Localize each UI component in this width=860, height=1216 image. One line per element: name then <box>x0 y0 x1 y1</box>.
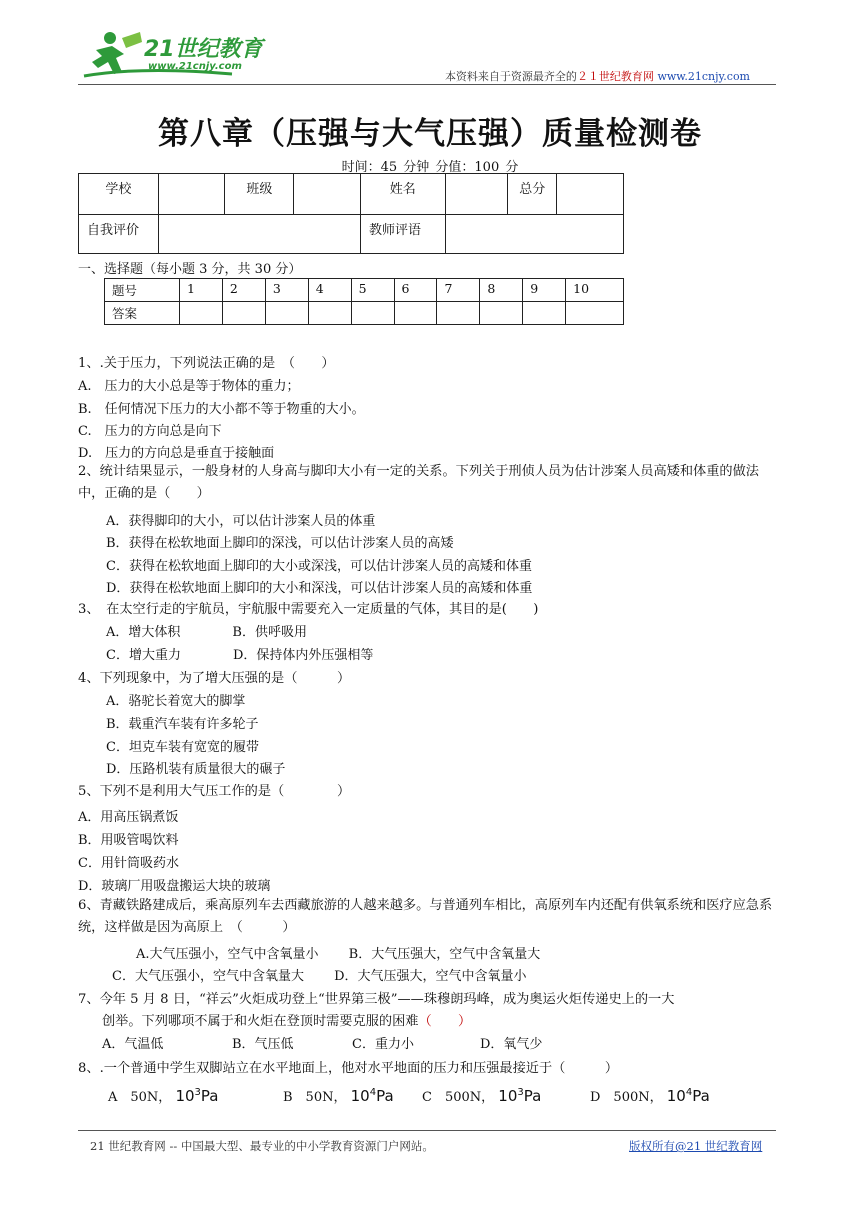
q3-options-ab: A．增大体积 B．供呼吸用 <box>106 625 307 640</box>
q7-stem-line1: 7、今年 5 月 8 日，“祥云”火炬成功登上“世界第三极”——珠穆朗玛峰，成为奥运火炬传递史上的一大 <box>78 992 675 1007</box>
teacher-comment-label: 教师评语 <box>360 215 445 254</box>
answer-cell[interactable] <box>222 302 265 325</box>
q7-stem-line2 <box>102 1010 471 1029</box>
q5-option-d: D．玻璃厂用吸盘搬运大块的玻璃 <box>78 879 271 894</box>
q2-stem: 2、统计结果显示，一般身材的人身高与脚印大小有一定的关系。下列关于刑侦人员为估计涉案人员高矮和体重的做法中，正确的是（ ） <box>78 464 759 501</box>
q8-d-pressure <box>667 1087 710 1105</box>
q6-options-ab: A.大气压强小，空气中含氧量小 B．大气压强大，空气中含氧量大 <box>136 947 541 962</box>
site-logo <box>82 28 282 84</box>
header-note-url[interactable]: www.21cnjy.com <box>657 70 750 83</box>
question-number: 4 <box>308 279 351 302</box>
q8-b-unit: Pa <box>376 1087 394 1105</box>
answer-cell[interactable] <box>437 302 480 325</box>
q7-option-a: A．气温低 <box>102 1037 164 1052</box>
q2-option-a: A．获得脚印的大小，可以估计涉案人员的体重 <box>106 514 376 529</box>
answer-cell[interactable] <box>480 302 523 325</box>
q8-a-label: A 50N， <box>108 1090 172 1105</box>
q8-a-unit: Pa <box>200 1087 219 1105</box>
answer-cell[interactable] <box>566 302 624 325</box>
q8-a-exponent: 3 <box>194 1087 201 1098</box>
name-field[interactable] <box>445 174 508 215</box>
q7-option-d: D．氧气少 <box>480 1037 543 1052</box>
q8-c-exponent: 3 <box>517 1087 524 1098</box>
self-eval-label: 自我评价 <box>79 215 159 254</box>
school-label: 学校 <box>79 174 159 215</box>
question-number: 2 <box>222 279 265 302</box>
q3-stem: 3、 在太空行走的宇航员，宇航服中需要充入一定质量的气体，其目的是( ) <box>78 602 539 617</box>
footer-divider <box>78 1130 776 1131</box>
footer-text: 21 世纪教育网 -- 中国最大型、最专业的中小学教育资源门户网站。 <box>90 1139 434 1153</box>
q8-d-base: 10 <box>666 1087 686 1105</box>
q8-b-pressure <box>351 1087 394 1105</box>
q4-option-a: A．骆驼长着宽大的脚掌 <box>106 694 246 709</box>
q8-d-exponent: 4 <box>685 1087 693 1098</box>
q8-c-pressure <box>498 1087 541 1105</box>
q4-option-d: D．压路机装有质量很大的碾子 <box>106 762 286 777</box>
q4-option-c: C．坦克车装有宽宽的履带 <box>106 740 259 755</box>
question-number: 5 <box>351 279 394 302</box>
q8-c-unit: Pa <box>523 1087 542 1105</box>
answer-cell[interactable] <box>351 302 394 325</box>
q7-option-b: B．气压低 <box>232 1037 294 1052</box>
q1-option-d: D. 压力的方向总是垂直于接触面 <box>78 446 275 461</box>
q8-d-label: D 500N， <box>590 1090 663 1105</box>
answer-cell[interactable] <box>265 302 308 325</box>
section-heading: 一、选择题（每小题 3 分，共 30 分） <box>78 262 302 277</box>
q8-c-label: C 500N， <box>422 1090 495 1105</box>
exam-time-score: 时间：45 分钟 分值：100 分 <box>341 160 519 175</box>
q8-b-exponent: 4 <box>369 1087 377 1098</box>
q3-options-cd: C．增大重力 D．保持体内外压强相等 <box>106 648 374 663</box>
self-eval-field[interactable] <box>158 215 360 254</box>
q2-option-b: B．获得在松软地面上脚印的深浅，可以估计涉案人员的高矮 <box>106 536 454 551</box>
question-number: 6 <box>394 279 437 302</box>
q7-option-c: C．重力小 <box>352 1037 414 1052</box>
q7-answer-bracket: （ ） <box>418 1014 472 1029</box>
q8-a-pressure <box>175 1087 218 1105</box>
q8-c-base: 10 <box>498 1087 518 1105</box>
page-title: 第八章（压强与大气压强）质量检测卷 <box>158 116 702 152</box>
q8-stem: 8、.一个普通中学生双脚站立在水平地面上，他对水平地面的压力和压强最接近于（ ） <box>78 1061 619 1076</box>
footer-copyright-link[interactable]: 版权所有@21 世纪教育网 <box>629 1139 763 1153</box>
answer-cell[interactable] <box>523 302 566 325</box>
q4-stem: 4、下列现象中，为了增大压强的是（ ） <box>78 671 351 686</box>
answer-table <box>104 278 624 325</box>
q1-stem: 1、.关于压力，下列说法正确的是 （ ） <box>78 356 335 371</box>
answer-label: 答案 <box>105 302 180 325</box>
q5-option-b: B．用吸管喝饮料 <box>78 833 179 848</box>
question-number: 10 <box>566 279 624 302</box>
total-label: 总分 <box>508 174 557 215</box>
q6-stem: 6、青藏铁路建成后，乘高原列车去西藏旅游的人越来越多。与普通列车相比，高原列车内还配有供氧系统和医疗应急系统，这样做是因为高原上 （ ） <box>78 898 773 935</box>
q5-stem: 5、下列不是利用大气压工作的是（ ） <box>78 784 351 799</box>
q1-option-c: C. 压力的方向总是向下 <box>78 424 222 439</box>
q5-option-c: C．用针筒吸药水 <box>78 856 179 871</box>
teacher-comment-field[interactable] <box>445 215 623 254</box>
question-number-label: 题号 <box>105 279 180 302</box>
total-field[interactable] <box>557 174 624 215</box>
question-number: 9 <box>523 279 566 302</box>
question-number: 1 <box>180 279 223 302</box>
q2-option-d: D．获得在松软地面上脚印的大小和深浅，可以估计涉案人员的高矮和体重 <box>106 581 533 596</box>
q8-option-d <box>590 1086 710 1105</box>
question-number: 3 <box>265 279 308 302</box>
q5-option-a: A．用高压锅煮饭 <box>78 810 179 825</box>
q1-option-a: A. 压力的大小总是等于物体的重力； <box>78 379 300 394</box>
header-note-prefix: 本资料来自于资源最齐全的 <box>444 70 577 83</box>
header-note <box>445 68 750 84</box>
q7-stem-text: 创举。下列哪项不属于和火炬在登顶时需要克服的困难 <box>102 1014 419 1029</box>
q8-b-label: B 50N， <box>283 1090 347 1105</box>
header-divider <box>78 84 776 85</box>
logo-url: www.21cnjy.com <box>148 61 242 72</box>
question-number: 8 <box>480 279 523 302</box>
q4-option-b: B．载重汽车装有许多轮子 <box>106 717 259 732</box>
q6-options-cd: C．大气压强小，空气中含氧量大 D．大气压强大，空气中含氧量小 <box>112 969 527 984</box>
logo-text: 21世纪教育 <box>144 37 263 62</box>
q8-b-base: 10 <box>350 1087 370 1105</box>
answer-cell[interactable] <box>394 302 437 325</box>
q8-option-a <box>108 1086 219 1105</box>
student-info-table <box>78 173 624 254</box>
question-number: 7 <box>437 279 480 302</box>
answer-cell[interactable] <box>180 302 223 325</box>
name-label: 姓名 <box>360 174 445 215</box>
q1-option-b: B. 任何情况下压力的大小都不等于物重的大小。 <box>78 402 365 417</box>
q8-d-unit: Pa <box>692 1087 710 1105</box>
q8-a-base: 10 <box>175 1087 195 1105</box>
header-note-site: ２１世纪教育网 <box>576 70 654 83</box>
class-field[interactable] <box>294 174 361 215</box>
school-field[interactable] <box>158 174 225 215</box>
answer-cell[interactable] <box>308 302 351 325</box>
q8-option-c <box>422 1086 541 1105</box>
class-label: 班级 <box>225 174 294 215</box>
q8-option-b <box>283 1086 394 1105</box>
q2-option-c: C．获得在松软地面上脚印的大小或深浅，可以估计涉案人员的高矮和体重 <box>106 559 532 574</box>
